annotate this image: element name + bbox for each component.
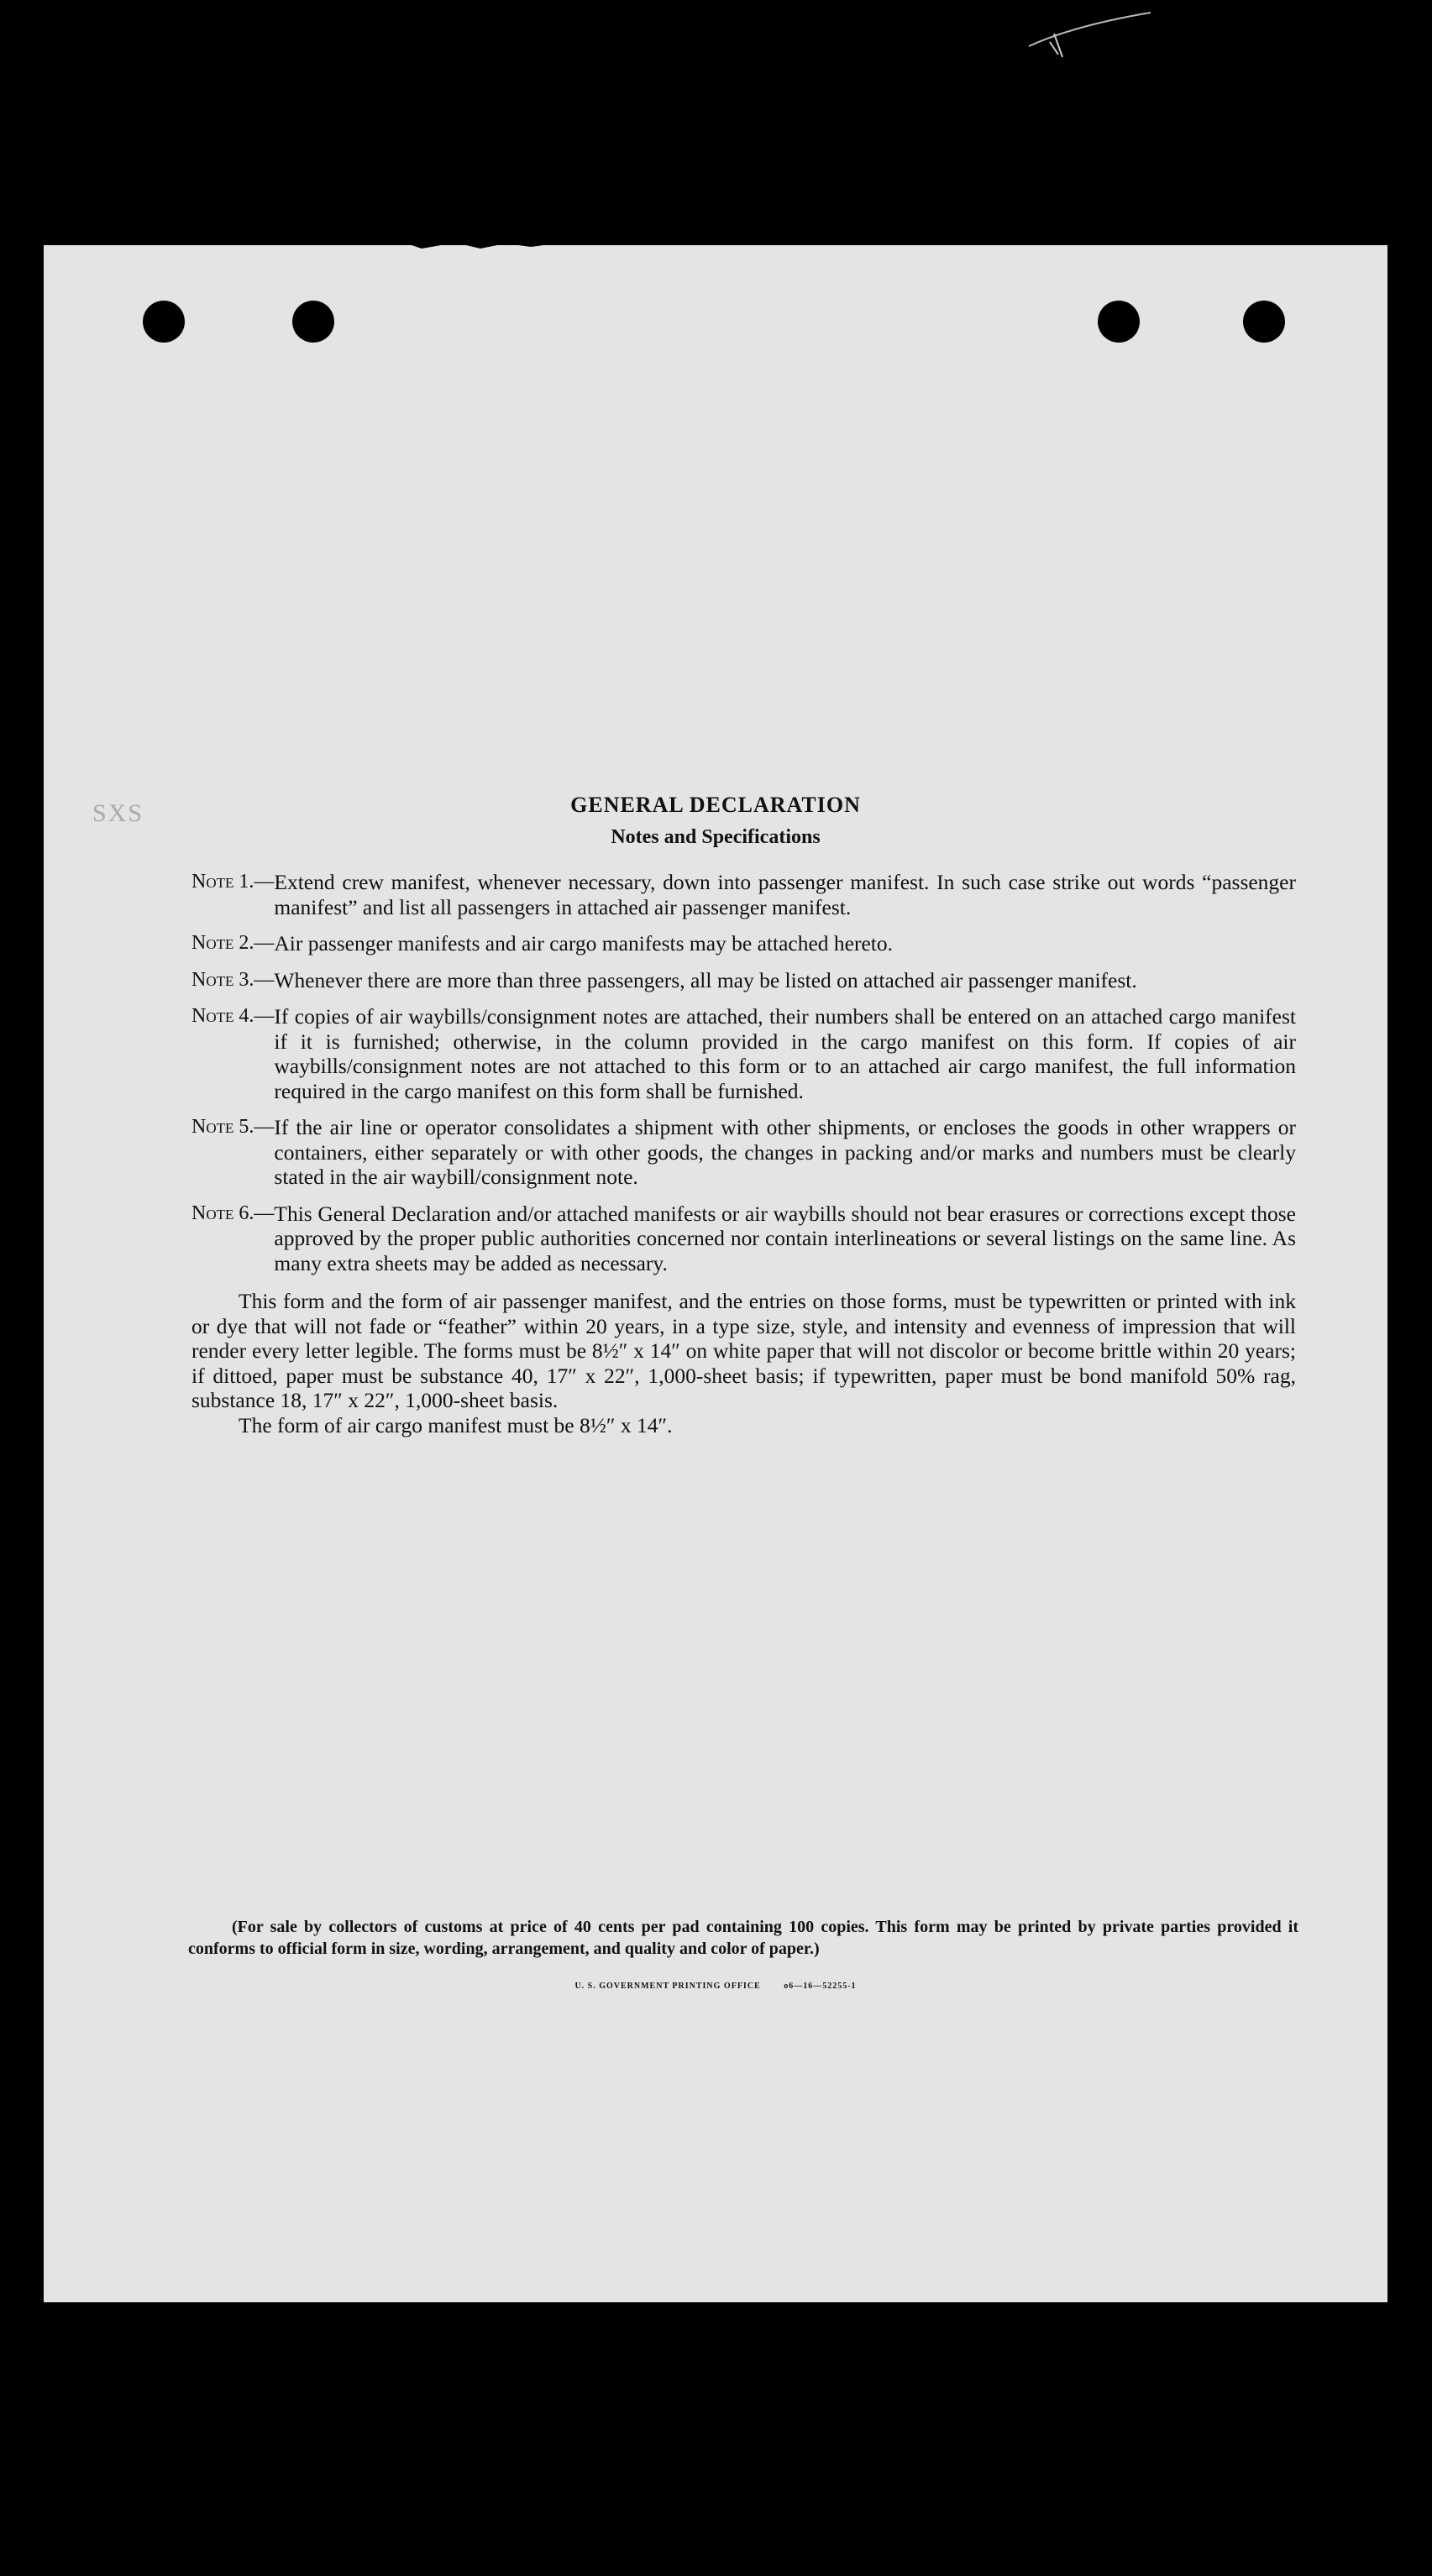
note-label: Note 2.— xyxy=(191,932,275,954)
note-label: Note 3.— xyxy=(191,968,275,991)
paper-tear-icon xyxy=(388,238,556,259)
note-item xyxy=(191,931,1296,956)
note-item xyxy=(191,1202,1296,1276)
note-label: Note 5.— xyxy=(191,1116,275,1138)
note-text: Air passenger manifests and air cargo manifests may be attached hereto. xyxy=(274,931,894,956)
note-text: If copies of air waybills/consignment notes are attached, their numbers shall be entered on an attached cargo manifest if it is furnished; otherwise, in the column provided in the cargo manifest on this form. If copies of air waybills/consignment notes are not attached to this form or to an attached air cargo manifest, the full information required in the cargo manifest on this form shall be furnished. xyxy=(274,1004,1296,1103)
punch-hole-icon xyxy=(143,301,185,343)
cargo-manifest-size-paragraph: The form of air cargo manifest must be 8½″ x 14″. xyxy=(239,1412,673,1437)
note-item xyxy=(191,968,1296,993)
pen-mark-icon xyxy=(1025,8,1159,59)
note-label: Note 6.— xyxy=(191,1202,275,1224)
note-text: Extend crew manifest, whenever necessary, down into passenger manifest. In such case strike out words “passenger manifest” and list all passengers in attached air passenger manifest. xyxy=(274,870,1296,919)
punch-hole-icon xyxy=(1098,301,1140,343)
note-text: Whenever there are more than three passengers, all may be listed on attached air passenger manifest. xyxy=(274,967,1137,992)
note-item xyxy=(191,1115,1296,1190)
document-title: GENERAL DECLARATION xyxy=(570,793,861,817)
notes-section xyxy=(191,870,1296,1437)
note-label: Note 1.— xyxy=(191,871,275,893)
note-text: If the air line or operator consolidates a shipment with other shipments, or encloses the goods in other wrappers or containers, either separately or with other goods, the changes in packing and/or marks and numbers must be clearly stated in the air waybill/consignment note. xyxy=(274,1115,1296,1189)
form-requirements-paragraph: This form and the form of air passenger manifest, and the entries on those forms, must be typewritten or printed with ink or dye that will not fade or “feather” within 20 years, in a type size, style, and intensity and evenness of impression that will render every letter legible. The forms must be 8½″ x 14″ on white paper that will not discolor or become brittle within 20 years; if dittoed, paper must be substance 40, 17″ x 22″, 1,000-sheet basis; if typewritten, paper must be bond manifold 50% rag, substance 18, 17″ x 22″, 1,000-sheet basis. xyxy=(191,1289,1296,1412)
note-label: Note 4.— xyxy=(191,1005,275,1027)
margin-stamp: SXS xyxy=(92,799,144,827)
punch-hole-icon xyxy=(292,301,334,343)
note-item xyxy=(191,1004,1296,1103)
punch-hole-icon xyxy=(1243,301,1285,343)
printing-office-code: o6—16—52255-1 xyxy=(784,1982,857,1991)
note-item xyxy=(191,870,1296,919)
note-text: This General Declaration and/or attached manifests or air waybills should not bear erasures or corrections except those approved by the proper public authorities concerned nor contain interlineations or several listings on the same line. As many extra sheets may be added as necessary. xyxy=(274,1201,1296,1275)
document-subtitle: Notes and Specifications xyxy=(611,826,821,848)
document-sheet xyxy=(44,245,1387,2302)
printing-office-name: U. S. GOVERNMENT PRINTING OFFICE xyxy=(574,1982,761,1991)
printing-office-line xyxy=(44,1982,1387,1991)
sale-notice: (For sale by collectors of customs at price of 40 cents per pad containing 100 copies. This form may be printed by private parties provided it conforms to official form in size, wording, arrangement, and quality and color of paper.) xyxy=(188,1918,1298,1958)
